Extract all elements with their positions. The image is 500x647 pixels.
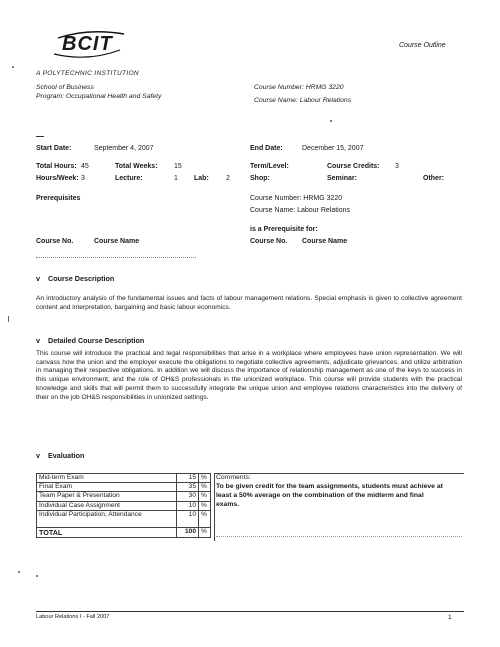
eval-item: Final Exam <box>37 483 177 492</box>
table-row <box>37 474 211 483</box>
term-level-label: Term/Level: <box>250 163 289 170</box>
comments-label: Comments: <box>216 474 251 481</box>
eval-weight: 10 <box>177 510 199 527</box>
end-date-value: December 15, 2007 <box>302 145 364 152</box>
start-date-label: Start Date: <box>36 145 72 152</box>
hours-week-label: Hours/Week: <box>36 175 79 182</box>
comments-top-rule <box>214 473 464 474</box>
eval-item: Mid-term Exam <box>37 474 177 483</box>
short-rule <box>36 136 44 137</box>
table-row <box>37 510 211 527</box>
course-description-text: An introductory analysis of the fundamental issues and facts of labour management relations. Special emphasis is given to collective agreement content and interpretation, bargaining and basic labour economics. <box>36 295 462 311</box>
prerequisites-heading: Prerequisites <box>36 195 81 202</box>
eval-item: Team Paper & Presentation <box>37 492 177 501</box>
eval-weight: 15 <box>177 474 199 483</box>
evaluation-heading: Evaluation <box>48 451 85 460</box>
school-name: School of Business <box>36 84 94 91</box>
detailed-description-heading: Detailed Course Description <box>48 336 145 345</box>
table-row <box>37 492 211 501</box>
course-credits-label: Course Credits: <box>327 163 380 170</box>
eval-unit: % <box>199 527 211 537</box>
eval-item: Individual Case Assignment <box>37 501 177 510</box>
course-description-bullet: v <box>36 274 40 283</box>
eval-weight: 30 <box>177 492 199 501</box>
eval-unit: % <box>199 492 211 501</box>
table-row <box>37 527 211 537</box>
prereq-course-name: Course Name: Labour Relations <box>250 207 350 214</box>
table-row <box>37 483 211 492</box>
comments-text: To be given credit for the team assignments, students must achieve at least a 50% average on the combination of the midterm and final exams. <box>216 483 443 508</box>
institution-tagline: A POLYTECHNIC INSTITUTION <box>36 70 139 77</box>
page-number: 1 <box>448 614 452 621</box>
footer-rule <box>36 611 464 612</box>
lab-label: Lab: <box>194 175 209 182</box>
prereq-col-course-no: Course No. <box>36 238 74 245</box>
course-credits-value: 3 <box>395 163 399 170</box>
header-course-number: Course Number: HRMG 3220 <box>254 84 344 91</box>
eval-item: Individual Participation, Attendance <box>37 510 177 527</box>
total-hours-value: 45 <box>81 163 89 170</box>
lecture-value: 1 <box>174 175 178 182</box>
total-hours-label: Total Hours: <box>36 163 77 170</box>
eval-item: TOTAL <box>37 527 177 537</box>
postreq-col-course-no: Course No. <box>250 238 288 245</box>
prereq-row-rule <box>36 257 196 258</box>
other-label: Other: <box>423 175 444 182</box>
bcit-logo <box>48 24 130 64</box>
end-date-label: End Date: <box>250 145 283 152</box>
seminar-label: Seminar: <box>327 175 357 182</box>
logo-text: BCIT <box>62 33 113 55</box>
scan-speck <box>12 66 14 68</box>
doc-label: Course Outline <box>399 42 446 49</box>
eval-unit: % <box>199 501 211 510</box>
eval-unit: % <box>199 510 211 527</box>
detailed-description-text: This course will introduce the practical and legal responsibilities that arise in a workplace where employees have union representation. We will canvass how the union and the employer execute the obligations to negotiate collective agreements, adjudicate grievances, and utilize arbitration in managing their respective obligations. In addition we will discuss the importance of relationship management as one of the keys to success in this unique environment, and the role of OH&S professionals in the unionized workplace. This course will provide students with the practical knowledge and skills that will permit them to successfully integrate the unique union and employee relations characteristics into the delivery of their on the job OH&S responsibilities in unionized settings. <box>36 350 462 401</box>
eval-weight: 100 <box>177 527 199 537</box>
eval-unit: % <box>199 474 211 483</box>
prereq-col-course-name: Course Name <box>94 238 140 245</box>
shop-label: Shop: <box>250 175 270 182</box>
detailed-description-bullet: v <box>36 336 40 345</box>
total-weeks-value: 15 <box>174 163 182 170</box>
scan-speck <box>330 120 332 122</box>
course-description-heading: Course Description <box>48 274 115 283</box>
scan-speck <box>18 571 20 573</box>
footer-course-term: Labour Relations I - Fall 2007 <box>36 614 110 620</box>
eval-weight: 35 <box>177 483 199 492</box>
lab-value: 2 <box>226 175 230 182</box>
hours-week-value: 3 <box>81 175 85 182</box>
total-weeks-label: Total Weeks: <box>115 163 158 170</box>
header-course-name: Course Name: Labour Relations <box>254 97 352 104</box>
is-prerequisite-for: is a Prerequisite for: <box>250 226 318 233</box>
comments-bottom-rule <box>216 536 462 537</box>
table-row <box>37 501 211 510</box>
lecture-label: Lecture: <box>115 175 143 182</box>
evaluation-table <box>36 473 211 538</box>
prereq-course-number: Course Number: HRMG 3220 <box>250 195 343 202</box>
start-date-value: September 4, 2007 <box>94 145 154 152</box>
eval-weight: 10 <box>177 501 199 510</box>
postreq-col-course-name: Course Name <box>302 238 348 245</box>
evaluation-bullet: v <box>36 451 40 460</box>
margin-mark <box>8 316 9 322</box>
comments-left-rule <box>214 473 215 541</box>
scan-speck <box>36 575 38 577</box>
eval-unit: % <box>199 483 211 492</box>
program-name: Program: Occupational Health and Safety <box>36 93 162 100</box>
